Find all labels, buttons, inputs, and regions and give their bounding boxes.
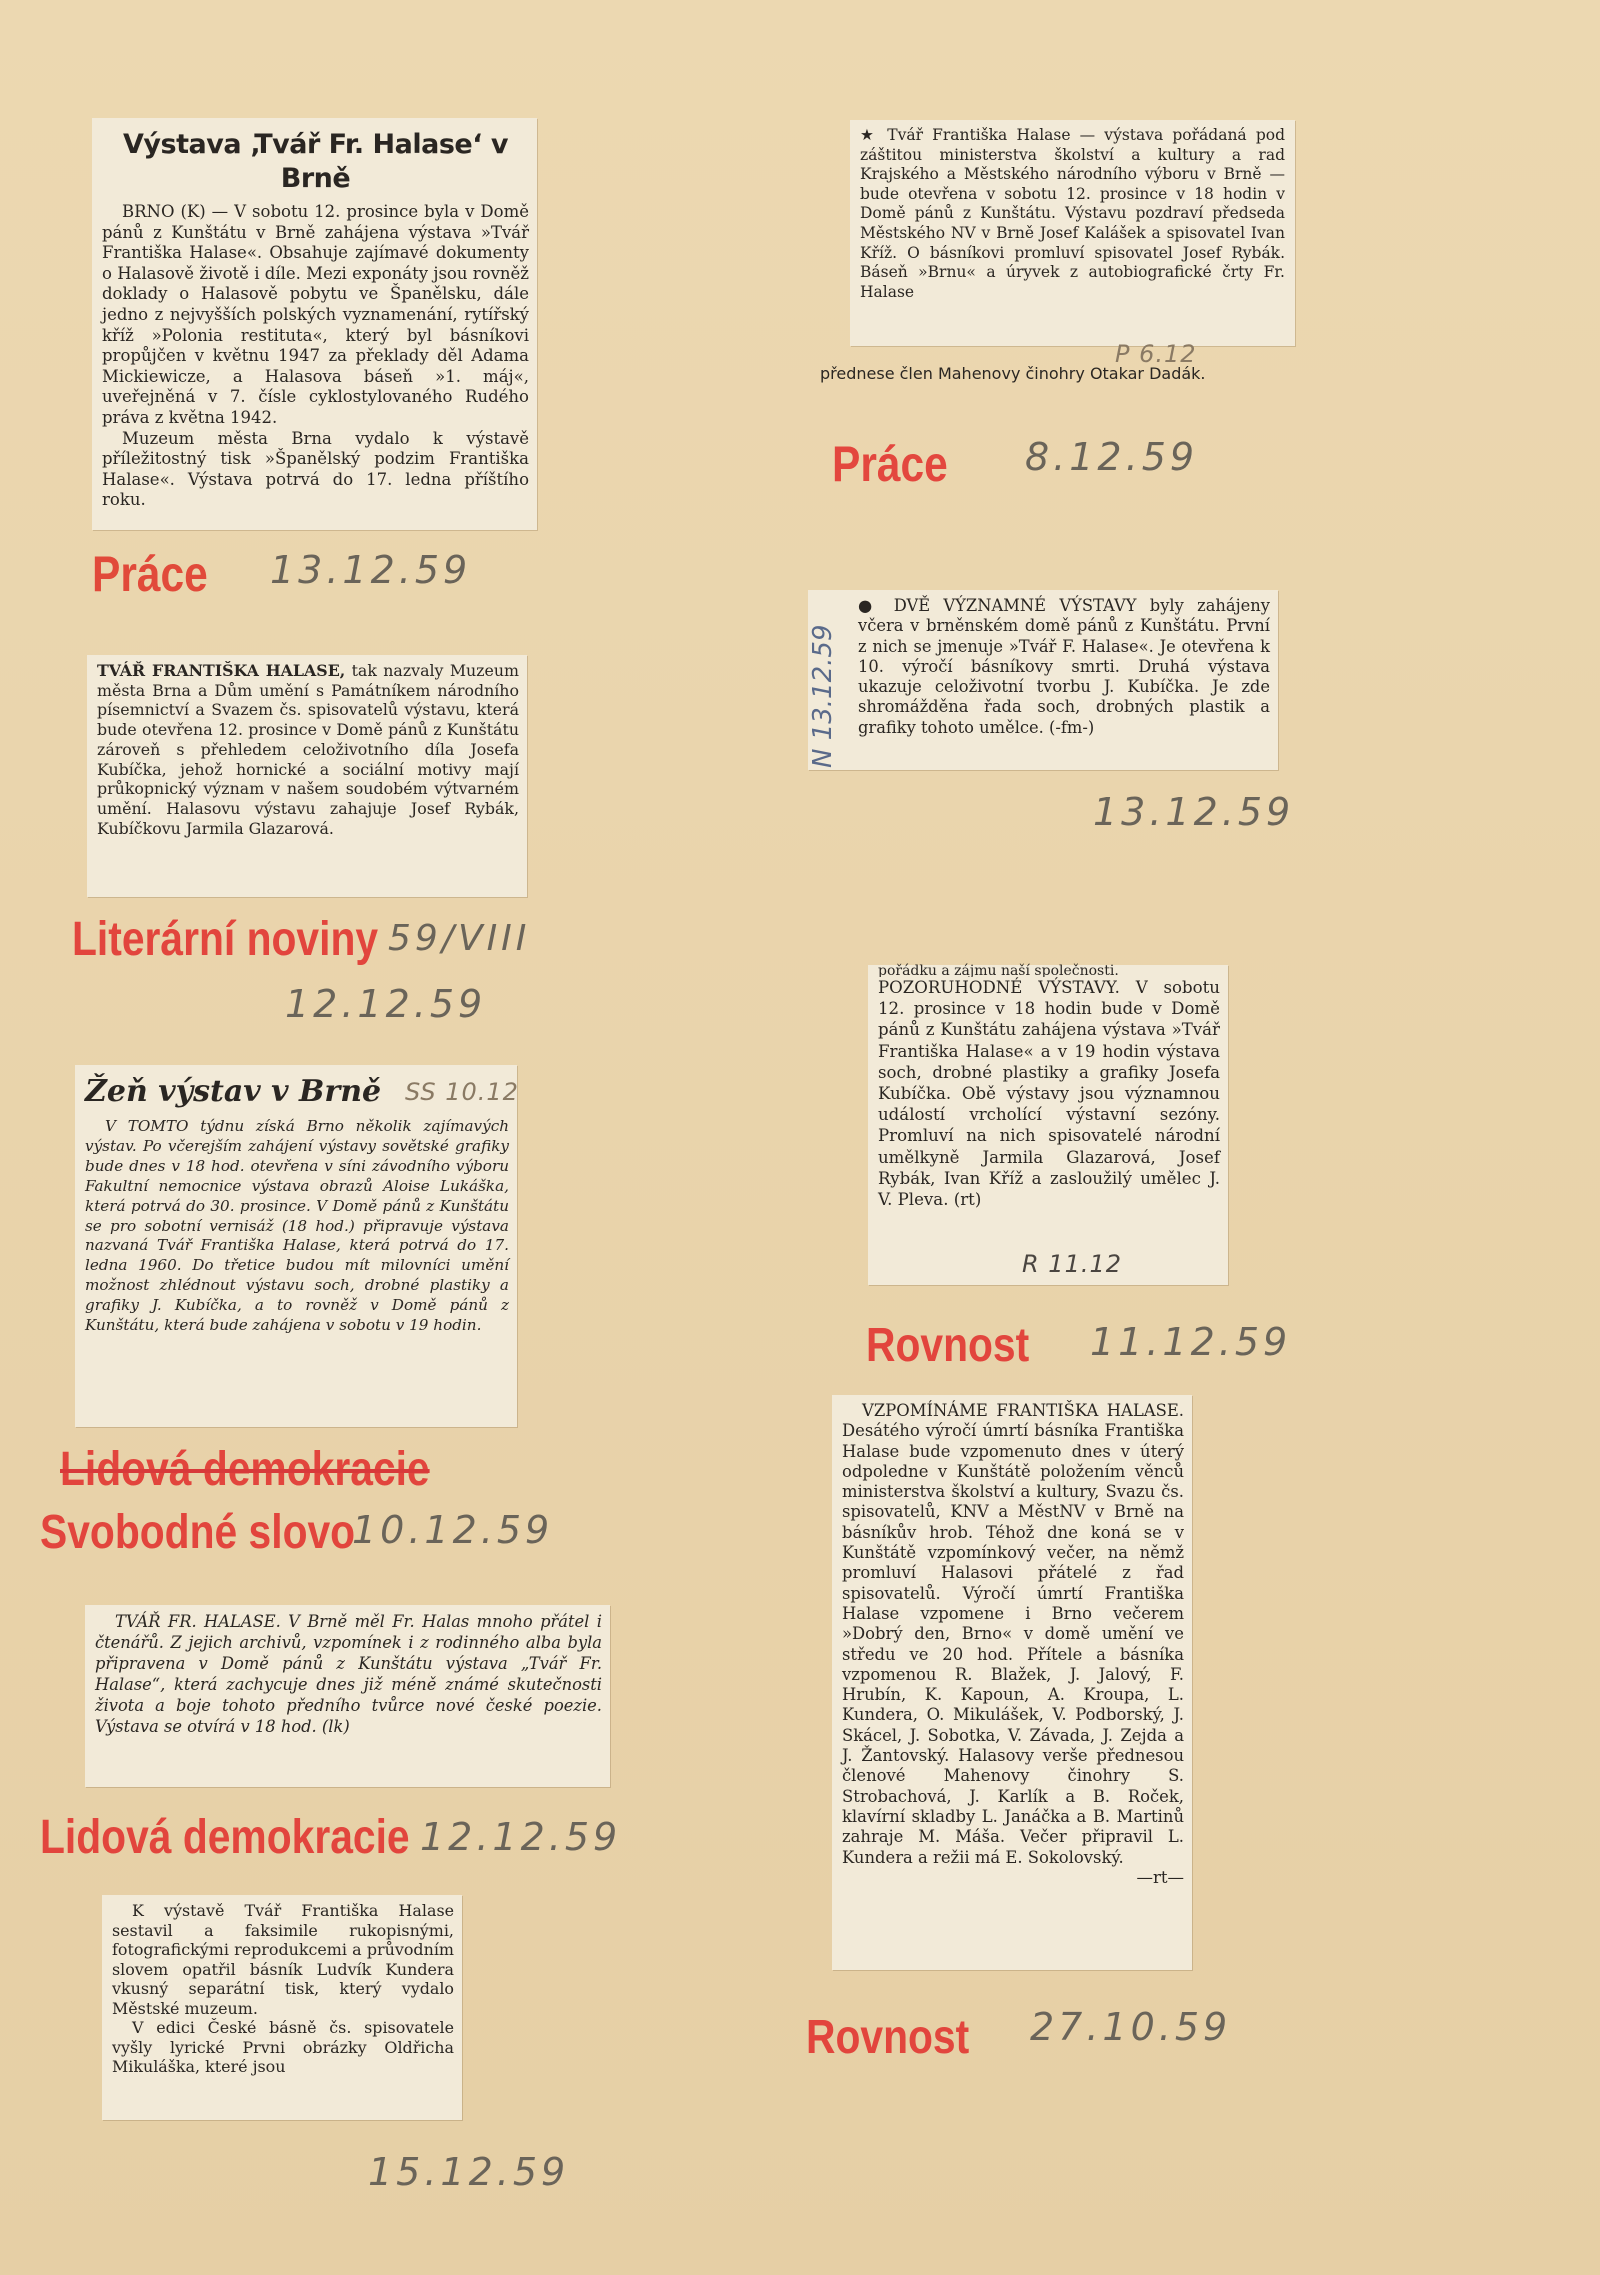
handwritten-issue: 59/VIII	[388, 918, 531, 959]
handwritten-date-6: 10.12.59	[352, 1508, 554, 1552]
handwritten-note-r: R 11.12	[1022, 1250, 1123, 1278]
clipping-body: POZORUHODNÉ VÝSTAVY. V sobotu 12. prosince v 18 hodin bude v Domě pánů z Kunštátu zahájena výstava »Tvář Františka Halase« a v 19 hodin výstava soch, drobné plastiky a grafiky Josefa Kubíčka. Obě výstavy jsou významnou událostí vrcholící výstavní sezóny. Promluví na nich spisovatelé národní umělkyně Jarmila Glazarová, Josef Rybák, Ivan Kříž a zasloužilý umělec J. V. Pleva. (rt)	[878, 978, 1220, 1210]
clipping-body	[97, 661, 519, 838]
clipping-body-2: Muzeum města Brna vydalo k výstavě příležitostný tisk »Španělský podzim Františka Halase«. Výstava potrvá do 17. ledna příštího roku.	[102, 428, 529, 510]
stamp-lidova-demokracie: Lidová demokracie	[40, 1811, 410, 1864]
stamp-prace-1: Práce	[92, 546, 208, 602]
stamp-prace-2: Práce	[832, 436, 948, 492]
stamp-literarni-noviny: Literární noviny	[72, 913, 379, 966]
clipping-title: Výstava ‚Tvář Fr. Halase‘ v Brně	[123, 129, 508, 194]
clipping-title: Žeň výstav v Brně	[85, 1074, 382, 1109]
clipping-tvar-frantiska-halase-lit	[87, 655, 527, 897]
handwritten-note-p: P 6.12	[1115, 340, 1197, 368]
clipping-text: tak nazvaly Muzeum města Brna a Dům umění s Památníkem národního písemnictví a Svazem čs. spisovatelů výstavu, která bude otevřena 12. prosince v Domě pánů z Kunštátu zároveň s přehledem celoživotního díla Josefa Kubíčka, jehož hornické a sociální motivy mají průkopnický význam v našem soudobém výtvarném umění. Halasovu výstavu zahajuje Josef Rybák, Kubíčkovu Jarmila Glazarová.	[97, 661, 519, 838]
stamp-rovnost-1: Rovnost	[866, 1319, 1030, 1372]
clipping-sign: —rt—	[1136, 1867, 1184, 1887]
clipping-body-2: přednese člen Mahenovy činohry Otakar Dadák.	[820, 364, 1206, 383]
handwritten-vertical-date: N 13.12.59	[808, 624, 838, 768]
clipping-body: VZPOMÍNÁME FRANTIŠKA HALASE. Desátého výročí úmrtí básníka Františka Halase bude vzpomenuto dnes v úterý odpoledne v Kunštátě položením věnců ministerstva školství a kultury, Svazu čs. spisovatelů, KNV a MěstNV v Brně na básníkův hrob. Téhož dne koná se v Kunštátě vzpomínkový večer, na němž promluví Halasovi přátelé z řad spisovatelů. Výročí úmrtí Františka Halase vzpomene i Brno večerem »Dobrý den, Brno« v domě umění ve středu ve 20 hod. Přítele a básníka vzpomenou R. Blažek, J. Jalový, F. Hrubín, K. Kapoun, A. Kroupa, L. Kundera, O. Mikulášek, V. Podborský, J. Skácel, J. Sobotka, V. Závada, J. Zejda a J. Žantovský. Halasovy verše přednesou členové Mahenovy činohry S. Strobachová, J. Karlík a B. Roček, klavírní skladby L. Janáčka a B. Martinů zahraje M. Máša. Večer připravil L. Kundera a režii má E. Sokolovský.	[842, 1401, 1184, 1867]
stamp-lidova-demokracie-struck: Lidová demokracie	[60, 1443, 430, 1496]
clipping-zen-vystav-v-brne	[75, 1065, 517, 1427]
clipping-k-vystave	[102, 1895, 462, 2120]
stamp-rovnost-2: Rovnost	[806, 2011, 970, 2064]
handwritten-date-1: 13.12.59	[270, 548, 472, 592]
clipping-body: ★ Tvář Františka Halase — výstava pořádaná pod záštitou ministerstva školství a kultury a rad Krajského a Městského národního výboru v Brně — bude otevřena v sobotu 12. prosince v 18 hodin v Domě pánů z Kunštátu. Výstavu pozdraví předseda Městského NV v Brně Josef Kalášek a spisovatel Ivan Kříž. O básníkovi promluví spisovatel Josef Rybák. Báseň »Brnu« a úryvek z autobiografické črty Fr. Halase	[860, 126, 1285, 301]
clipping-vystava-tvar-halase	[92, 118, 537, 530]
handwritten-date-10: 15.12.59	[368, 2150, 570, 2194]
handwritten-date-2: 8.12.59	[1025, 435, 1199, 479]
clipping-top-cut: pořádku a zájmu naší společnosti.	[878, 963, 1119, 977]
clipping-pozoruhodne-vystavy	[868, 965, 1228, 1285]
clipping-vzpominame-frantiska-halase	[832, 1395, 1192, 1970]
stamp-svobodne-slovo: Svobodné slovo	[40, 1506, 356, 1559]
clipping-body: BRNO (K) — V sobotu 12. prosince byla v Domě pánů z Kunštátu v Brně zahájena výstava »Tvář Františka Halase«. Obsahuje zajímavé dokumenty o Halasově životě i díle. Mezi exponáty jsou rovněž doklady o Halasově pobytu ve Španělsku, dále jedno z nejvyšších polských vyznamenání, rytířský kříž »Polonia restituta«, který byl básníkovi propůjčen v květnu 1947 za překlady děl Adama Mickiewicze, a Halasova báseň »1. máj«, uveřejněná v 7. čísle cyklostylovaného Rudého práva z května 1942.	[102, 202, 529, 427]
handwritten-date-9: 27.10.59	[1030, 2005, 1232, 2049]
handwritten-date-3: 13.12.59	[1093, 790, 1295, 834]
handwritten-date-4: 12.12.59	[285, 982, 487, 1026]
clipping-body: TVÁŘ FR. HALASE. V Brně měl Fr. Halas mnoho přátel i čtenářů. Z jejich archivů, vzpomínek i z rodinného alba byla připravena v Domě pánů z Kunštátu výstava „Tvář Fr. Halase“, která zachycuje dnes již méně známé skutečnosti života a boje tohoto předního tvůrce nové české poezie. Výstava se otvírá v 18 hod. (lk)	[95, 1612, 602, 1736]
handwritten-note-ss: SS 10.12	[405, 1078, 519, 1106]
handwritten-date-8: 11.12.59	[1090, 1320, 1292, 1364]
handwritten-date-7: 12.12.59	[420, 1815, 622, 1859]
clipping-body: V TOMTO týdnu získá Brno několik zajímavých výstav. Po včerejším zahájení výstavy sovětské grafiky bude dnes v 18 hod. otevřena v síni závodního výboru Fakultní nemocnice výstava obrazů Aloise Lukáška, která potrvá do 30. prosince. V Domě pánů z Kunštátu se pro sobotní vernisáž (18 hod.) připravuje výstava nazvaná Tvář Františka Halase, která potrvá do 17. ledna 1960. Do třetice budou mít milovníci umění možnost zhlédnout výstavu soch, drobné plastiky a grafiky J. Kubíčka, a to rovněž v Domě pánů z Kunštátu, která bude zahájena v sobotu v 19 hodin.	[85, 1117, 509, 1335]
clipping-body-2: V edici České básně čs. spisovatele vyšly lyrické Prvni obrázky Oldřicha Mikuláška, které jsou	[112, 2018, 454, 2076]
clipping-tvar-frantiska-halase-vystava	[850, 120, 1295, 346]
clipping-tvar-fr-halase-ld	[85, 1605, 610, 1787]
clipping-lead: TVÁŘ FRANTIŠKA HALASE,	[97, 661, 346, 680]
clipping-body: ● DVĚ VÝZNAMNÉ VÝSTAVY byly zahájeny včera v brněnském domě pánů z Kunštátu. První z nich se jmenuje »Tvář F. Halase«. Je otevřena k 10. výročí básníkovy smrti. Druhá výstava ukazuje celoživotní tvorbu J. Kubíčka. Je zde shromážděna řada soch, drobných plastik a grafiky tohoto umělce. (-fm-)	[858, 596, 1270, 737]
clipping-dve-vyznamne-vystavy	[808, 590, 1278, 770]
clipping-body: K výstavě Tvář Františka Halase sestavil a faksimile rukopisnými, fotografickými reprodukcemi a průvodním slovem opatřil básník Ludvík Kundera vkusný separátní tisk, který vydalo Městské muzeum.	[112, 1901, 454, 2018]
